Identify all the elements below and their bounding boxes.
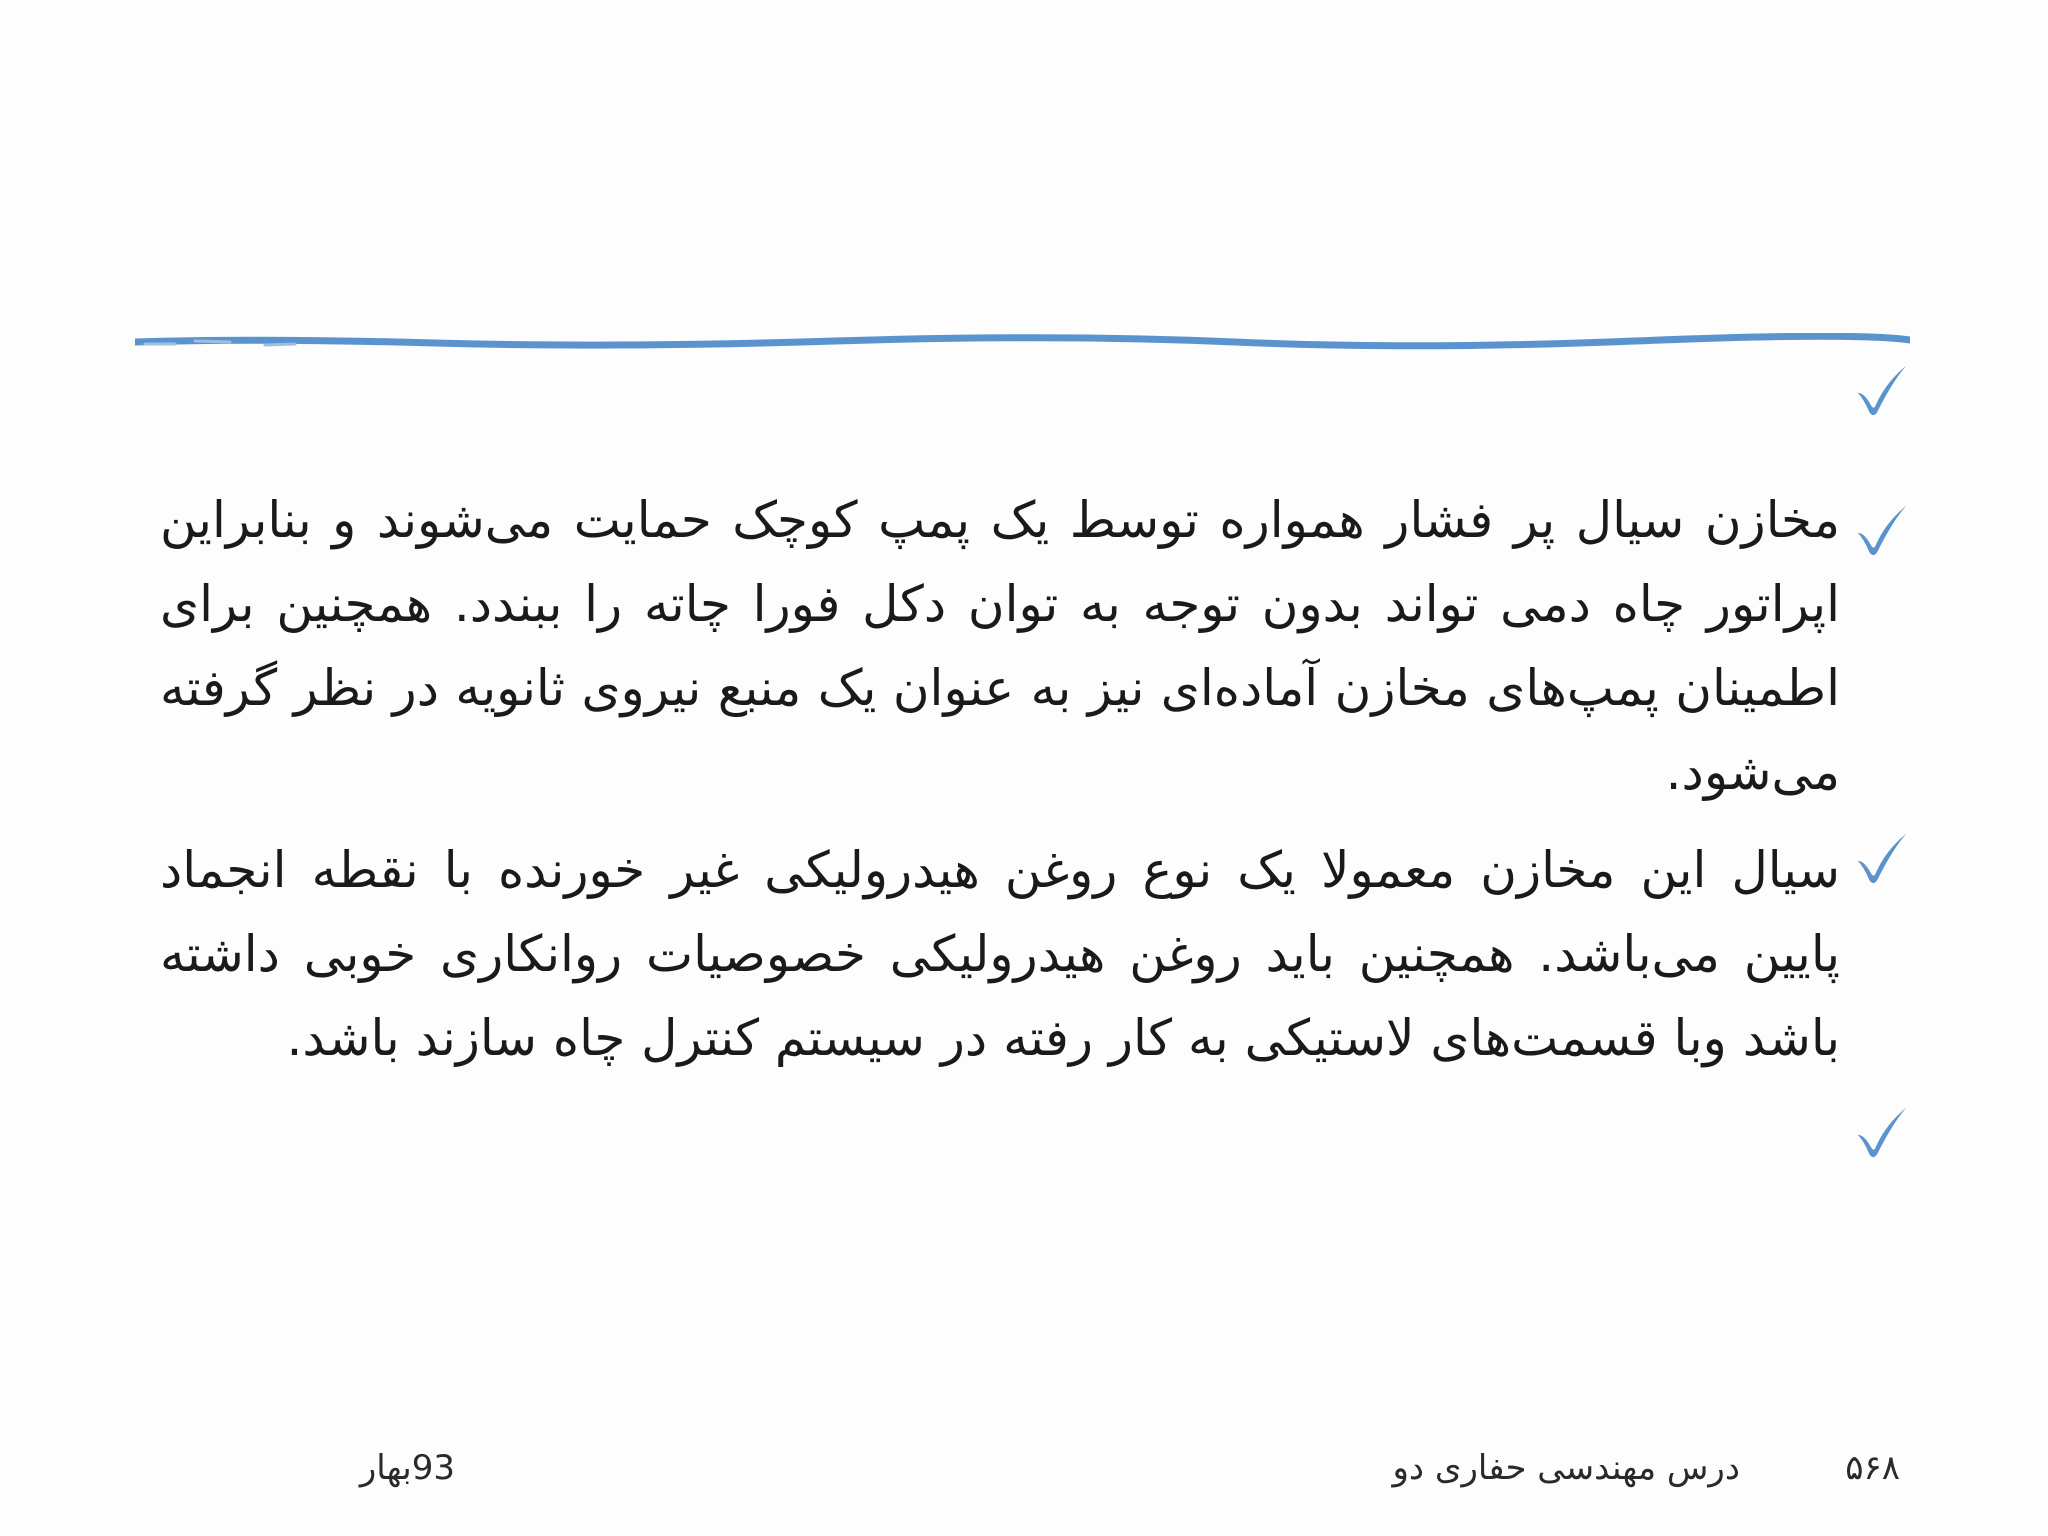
bullet-item-hydraulic-oil [140, 828, 1910, 1080]
bullet-list [140, 360, 1910, 1102]
bullet-text: سیال این مخازن معمولا یک نوع روغن هیدرولیکی غیر خورنده با نقطه انجماد پایین می‌باشد. همچنین باید روغن هیدرولیکی خصوصیات روانکاری خوبی داشته باشد وبا قسمت‌های لاستیکی به کار رفته در سیستم کنترل چاه سازند باشد. [160, 841, 1840, 1067]
check-icon [1852, 828, 1910, 886]
bullet-text: مخازن سیال پر فشار همواره توسط یک پمپ کوچک حمایت می‌شوند و بنابراین اپراتور چاه دمی تواند بدون توجه به توان دکل فورا چاته را ببندد. همچنین برای اطمینان پمپ‌های مخازن آماده‌ای نیز به عنوان یک منبع نیروی ثانویه در نظر گرفته می‌شود. [160, 491, 1840, 801]
check-icon [1852, 500, 1910, 558]
title-divider [135, 333, 1910, 351]
footer-semester: 93بهار [359, 1448, 455, 1488]
check-icon [1852, 1102, 1910, 1160]
footer-page-number: ۵۶۸ [1845, 1448, 1900, 1488]
footer-course-title: درس مهندسی حفاری دو [1392, 1448, 1740, 1488]
bullet-item-fluid-reservoirs [140, 374, 1910, 814]
